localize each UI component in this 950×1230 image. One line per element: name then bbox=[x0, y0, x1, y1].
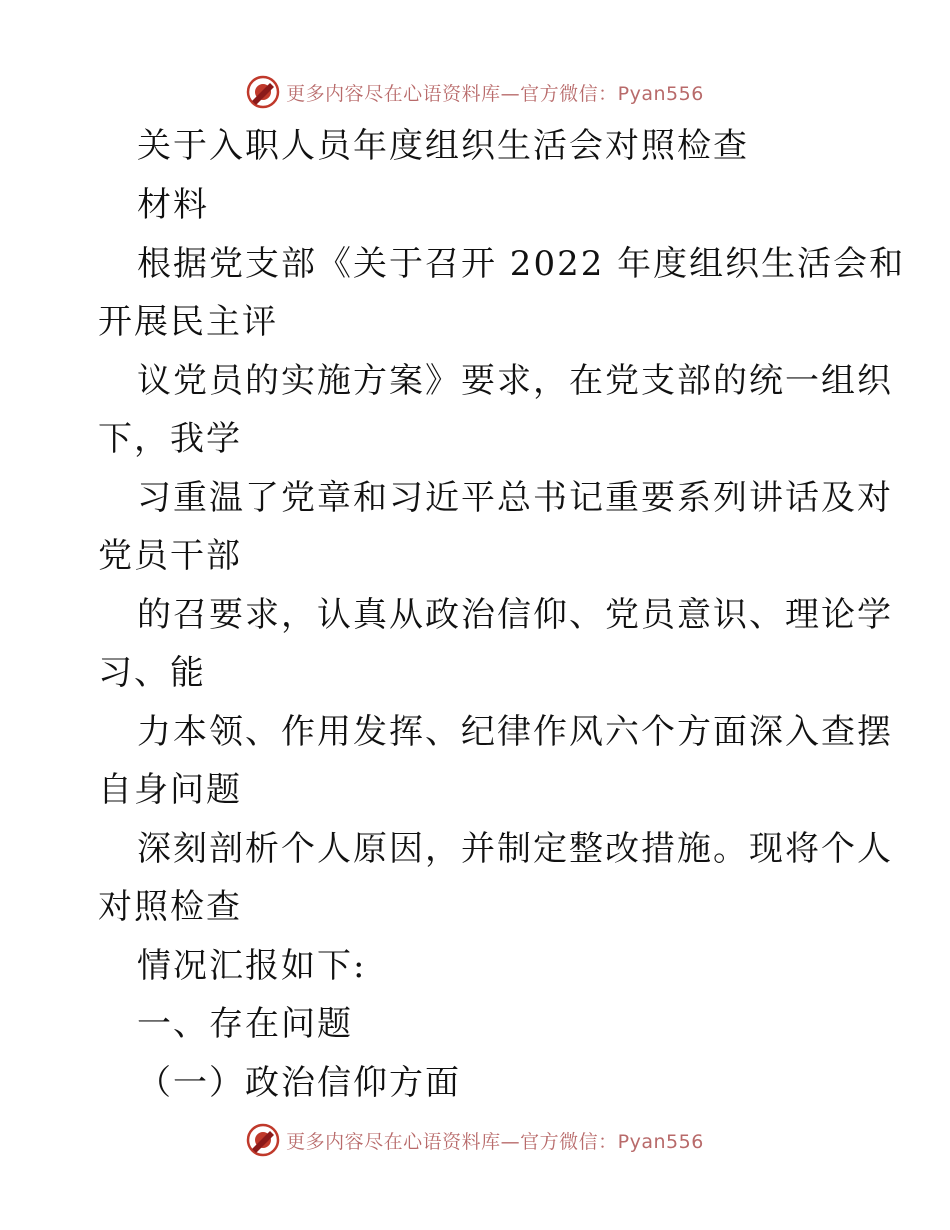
paragraph-line: 自身问题 bbox=[98, 770, 242, 810]
section-heading: 一、存在问题 bbox=[137, 1004, 353, 1044]
paragraph-line: 力本领、作用发挥、纪律作风六个方面深入查摆 bbox=[137, 712, 893, 752]
paragraph-line: 开展民主评 bbox=[98, 302, 278, 342]
paragraph-line: 的召要求，认真从政治信仰、党员意识、理论学 bbox=[137, 595, 893, 635]
brand-logo-icon bbox=[246, 75, 280, 109]
paragraph-line: 根据党支部《关于召开 2022 年度组织生活会和 bbox=[137, 244, 906, 284]
footer-watermark-banner bbox=[0, 1120, 950, 1160]
paragraph-line: 习、能 bbox=[98, 653, 206, 693]
paragraph-line: 下，我学 bbox=[98, 419, 242, 459]
footer-watermark-text: 更多内容尽在心语资料库—官方微信：Pyan556 bbox=[286, 1130, 704, 1153]
header-watermark-text: 更多内容尽在心语资料库—官方微信：Pyan556 bbox=[286, 82, 704, 105]
document-title-line-1: 关于入职人员年度组织生活会对照检查 bbox=[137, 126, 749, 166]
paragraph-line: 对照检查 bbox=[98, 887, 242, 927]
paragraph-line: 习重温了党章和习近平总书记重要系列讲话及对 bbox=[137, 478, 893, 518]
brand-logo-icon bbox=[246, 1123, 280, 1157]
paragraph-line: 深刻剖析个人原因，并制定整改措施。现将个人 bbox=[137, 829, 893, 869]
paragraph-line: 情况汇报如下: bbox=[137, 946, 367, 986]
paragraph-line: 党员干部 bbox=[98, 536, 242, 576]
subsection-heading: （一）政治信仰方面 bbox=[137, 1063, 461, 1103]
paragraph-line: 议党员的实施方案》要求，在党支部的统一组织 bbox=[137, 361, 893, 401]
header-watermark-banner bbox=[0, 72, 950, 112]
document-title-line-2: 材料 bbox=[137, 185, 209, 225]
